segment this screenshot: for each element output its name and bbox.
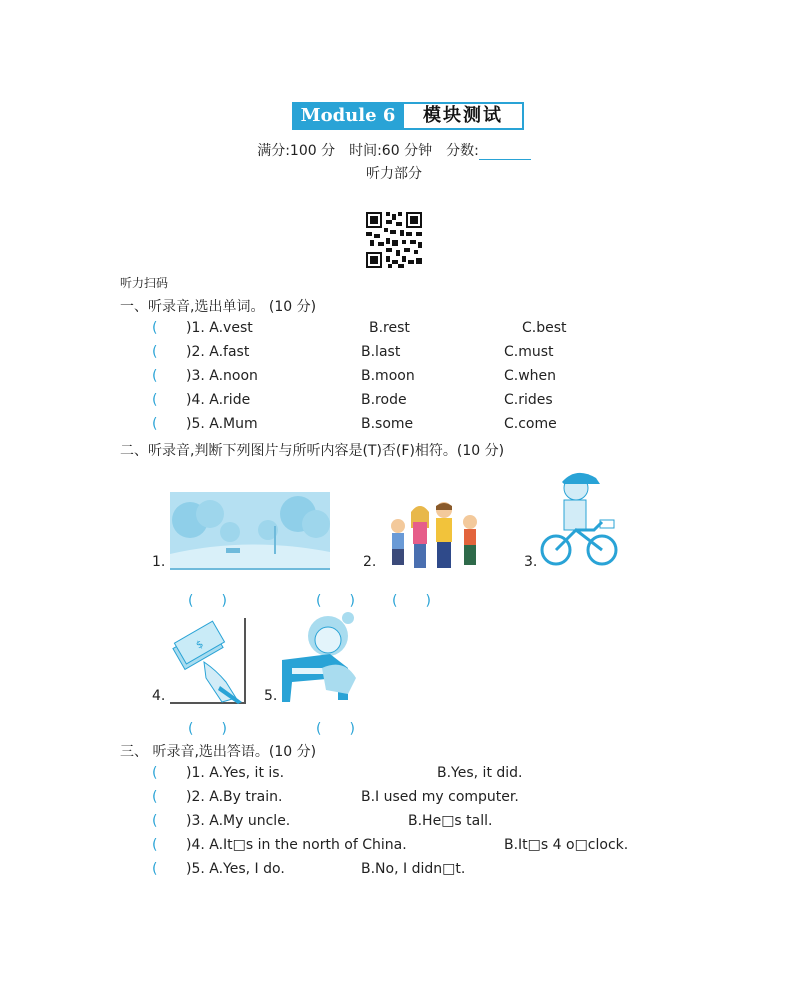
section3-heading: 三、 听录音,选出答语。(10 分) [120,744,317,760]
s3-item-2-paren[interactable]: ( [152,789,158,805]
s1-item-2-c: C.must [504,344,554,360]
s1-item-2-b: B.last [361,344,401,360]
answer-paren-5[interactable]: ( ) [316,721,355,737]
s3-item-2-a: )2. A.By train. [186,789,283,805]
s3-item-1-paren[interactable]: ( [152,765,158,781]
pic-label-1: 1. [152,554,166,570]
s1-item-1-c: C.best [522,320,567,336]
scan-label: 听力扫码 [120,276,169,290]
s1-item-3-c: C.when [504,368,557,384]
park-picture [168,492,332,570]
s3-item-3-a: )3. A.My uncle. [186,813,291,829]
module-label: Module 6 [300,105,396,126]
s1-item-1-a: )1. A.vest [186,320,253,336]
s1-item-5-a: )5. A.Mum [186,416,258,432]
answer-paren-1[interactable]: ( ) [188,593,227,609]
s1-item-4-a: )4. A.ride [186,392,251,408]
s3-item-1-b: B.Yes, it did. [437,765,523,781]
money-hand-picture [168,618,248,706]
s1-item-5-paren[interactable]: ( [152,416,158,432]
girl-piano-picture [278,610,364,704]
s1-item-3-a: )3. A.noon [186,368,258,384]
s3-item-3-b: B.He□s tall. [408,813,493,829]
module-title-banner [292,102,524,130]
pic-label-3: 3. [524,554,538,570]
answer-paren-2[interactable]: ( ) [316,593,355,609]
s3-item-3-paren[interactable]: ( [152,813,158,829]
s3-item-2-b: B.I used my computer. [361,789,519,805]
family-picture [378,500,486,572]
s1-item-3-b: B.moon [361,368,415,384]
s3-item-4-paren[interactable]: ( [152,837,158,853]
s1-item-3-paren[interactable]: ( [152,368,158,384]
s3-item-5-a: )5. A.Yes, I do. [186,861,285,877]
section2-heading: 二、听录音,判断下列图片与所听内容是(T)否(F)相符。(10 分) [120,443,505,459]
boy-bike-picture [540,468,620,572]
exam-meta [0,140,788,160]
answer-paren-3[interactable]: ( ) [392,593,431,609]
s1-item-5-b: B.some [361,416,414,432]
pic-label-2: 2. [363,554,377,570]
s1-item-5-c: C.come [504,416,557,432]
s3-item-4-a: )4. A.It□s in the north of China. [186,837,407,853]
s1-item-4-c: C.rides [504,392,553,408]
s1-item-2-paren[interactable]: ( [152,344,158,360]
s1-item-1-paren[interactable]: ( [152,320,158,336]
section1-heading: 一、听录音,选出单词。 (10 分) [120,299,317,315]
meta-text: 满分:100 分 时间:60 分钟 分数: [257,143,479,159]
s1-item-4-b: B.rode [361,392,407,408]
s1-item-4-paren[interactable]: ( [152,392,158,408]
s3-item-4-b: B.It□s 4 o□clock. [504,837,629,853]
qr-code-icon[interactable] [366,212,422,268]
pic-label-5: 5. [264,688,278,704]
s3-item-5-b: B.No, I didn□t. [361,861,466,877]
s3-item-1-a: )1. A.Yes, it is. [186,765,285,781]
s1-item-2-a: )2. A.fast [186,344,250,360]
listening-subtitle: 听力部分 [366,166,422,182]
answer-paren-4[interactable]: ( ) [188,721,227,737]
score-blank[interactable] [479,145,531,160]
pic-label-4: 4. [152,688,166,704]
s3-item-5-paren[interactable]: ( [152,861,158,877]
test-title: 模块测试 [404,104,522,128]
svg-text:$: $ [194,638,206,652]
s1-item-1-b: B.rest [369,320,410,336]
